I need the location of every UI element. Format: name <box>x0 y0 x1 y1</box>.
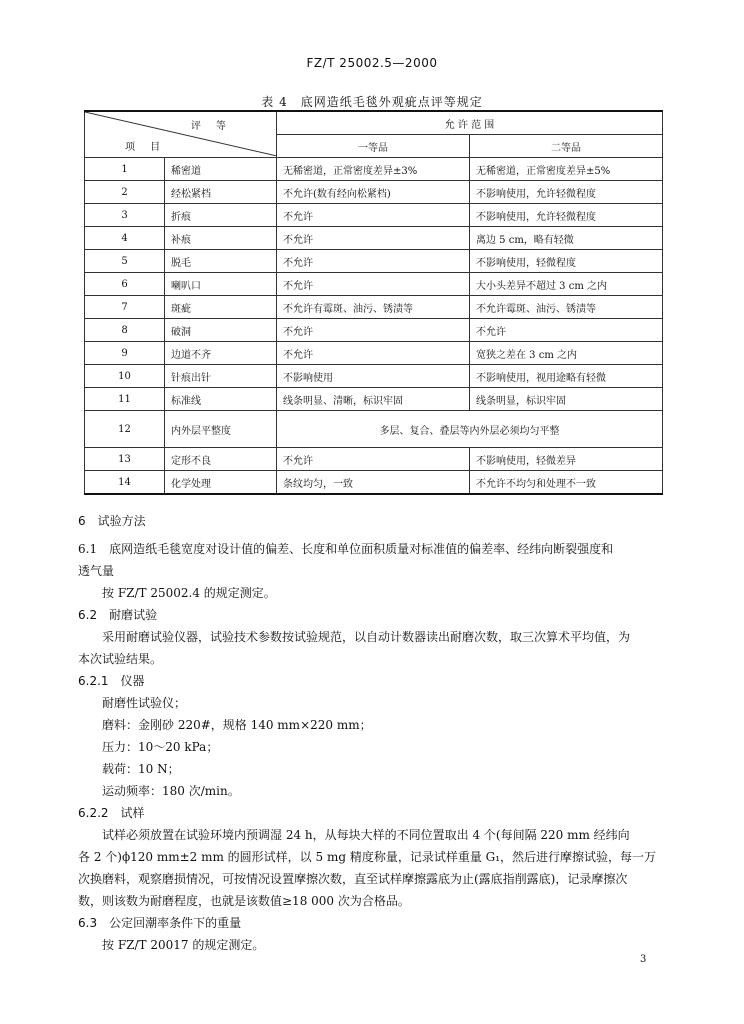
table-row <box>85 227 663 250</box>
row-grade2: 离边 5 cm，略有轻微 <box>470 227 663 250</box>
row-grade1: 不影响使用 <box>277 365 470 388</box>
sample-line1: 试样必须放置在试验环境内预调湿 24 h，从每块大样的不同位置取出 4 个(每间隔 220 mm 经纬向 <box>102 828 630 842</box>
table-row <box>85 342 663 365</box>
table-row <box>85 319 663 342</box>
row-grade2: 不影响使用，允许轻微程度 <box>470 204 663 227</box>
abrasive-line: 磨料：金刚砂 220#，规格 140 mm×220 mm； <box>102 718 372 732</box>
row-no: 11 <box>85 388 165 411</box>
row-item: 补痕 <box>165 227 277 250</box>
row-no: 14 <box>85 471 165 495</box>
table-row <box>85 411 663 448</box>
section-6-3-title: 6.3 公定回潮率条件下的重量 <box>78 916 242 930</box>
row-grade2: 不影响使用，视用途略有轻微 <box>470 365 663 388</box>
pressure-line: 压力：10～20 kPa； <box>102 740 219 754</box>
row-item: 内外层平整度 <box>165 411 277 448</box>
row-item: 破洞 <box>165 319 277 342</box>
row-grade2: 不允许不均匀和处理不一致 <box>470 471 663 495</box>
sample-line4: 数，则该数为耐磨程度，也就是该数值≥18 000 次为合格品。 <box>78 894 410 908</box>
table-row <box>85 365 663 388</box>
table-row <box>85 296 663 319</box>
row-grade2: 不允许 <box>470 319 663 342</box>
diagonal-line <box>85 112 277 156</box>
row-grade1: 不允许(数有经向松紧档) <box>277 181 470 204</box>
row-no: 10 <box>85 365 165 388</box>
sample-line3: 次换磨料，观察磨损情况，可按情况设置摩擦次数，直至试样摩擦露底为止(露底指削露底)，记录摩擦次 <box>78 872 628 886</box>
row-no: 3 <box>85 204 165 227</box>
row-grade2: 不影响使用，轻微差异 <box>470 448 663 471</box>
row-item: 定形不良 <box>165 448 277 471</box>
row-grade1: 无稀密道，正常密度差异±3% <box>277 158 470 181</box>
row-grade1: 不允许有霉斑、油污、锈渍等 <box>277 296 470 319</box>
row-grade1: 不允许 <box>277 204 470 227</box>
row-item: 脱毛 <box>165 250 277 273</box>
header-grade1: 一等品 <box>277 135 470 158</box>
row-no: 7 <box>85 296 165 319</box>
load-line: 载荷：10 N； <box>102 762 180 776</box>
table-header-row <box>85 111 663 135</box>
page-number: 3 <box>640 954 647 965</box>
table-row <box>85 158 663 181</box>
row-no: 4 <box>85 227 165 250</box>
table-row <box>85 250 663 273</box>
table-row <box>85 204 663 227</box>
row-grade2: 不允许霉斑、油污、锈渍等 <box>470 296 663 319</box>
section-6-1-title-line2: 透气量 <box>78 564 115 578</box>
header-allowed-range: 允 许 范 围 <box>277 111 663 135</box>
row-grade1: 线条明显、清晰，标识牢固 <box>277 388 470 411</box>
table-row <box>85 471 663 495</box>
row-item: 喇叭口 <box>165 273 277 296</box>
row-no: 12 <box>85 411 165 448</box>
row-item: 化学处理 <box>165 471 277 495</box>
grading-table <box>84 110 663 495</box>
section-6-title: 6 试验方法 <box>78 514 146 528</box>
header-item-label: 项 目 <box>125 142 167 153</box>
row-grade2: 线条明显，标识牢固 <box>470 388 663 411</box>
section-6-1-body: 按 FZ/T 25002.4 的规定测定。 <box>102 586 276 600</box>
section-6-1-title-line1: 6.1 底网造纸毛毯宽度对设计值的偏差、长度和单位面积质量对标准值的偏差率、经纬向断裂强度和 <box>78 542 614 556</box>
row-item: 稀密道 <box>165 158 277 181</box>
row-grade1: 不允许 <box>277 319 470 342</box>
row-grade2: 大小头差异不超过 3 cm 之内 <box>470 273 663 296</box>
table-row <box>85 181 663 204</box>
row-grade1: 不允许 <box>277 448 470 471</box>
row-item: 折痕 <box>165 204 277 227</box>
table-row <box>85 388 663 411</box>
section-6-2-body-line2: 本次试验结果。 <box>78 652 163 666</box>
row-item: 斑疵 <box>165 296 277 319</box>
row-grade1: 不允许 <box>277 227 470 250</box>
section-6-3-body: 按 FZ/T 20017 的规定测定。 <box>102 938 265 952</box>
section-6-2-1-title: 6.2.1 仪器 <box>78 674 145 688</box>
row-item: 经松紧档 <box>165 181 277 204</box>
table-row <box>85 273 663 296</box>
row-no: 13 <box>85 448 165 471</box>
row-no: 8 <box>85 319 165 342</box>
row-item: 边道不齐 <box>165 342 277 365</box>
table-caption: 表 4 底网造纸毛毯外观疵点评等规定 <box>261 95 483 109</box>
row-no: 5 <box>85 250 165 273</box>
section-6-2-body-line1: 采用耐磨试验仪器，试验技术参数按试验规范，以自动计数器读出耐磨次数，取三次算术平均值，为 <box>102 630 631 644</box>
row-no: 1 <box>85 158 165 181</box>
header-grade2: 二等品 <box>470 135 663 158</box>
row-grade1: 不允许 <box>277 342 470 365</box>
row-no: 6 <box>85 273 165 296</box>
section-6-2-title: 6.2 耐磨试验 <box>78 608 158 622</box>
row-grade2: 宽狭之差在 3 cm 之内 <box>470 342 663 365</box>
row-item: 针痕出针 <box>165 365 277 388</box>
section-6-2-2-title: 6.2.2 试样 <box>78 806 145 820</box>
section-6-body <box>78 510 666 956</box>
row-grade1: 不允许 <box>277 250 470 273</box>
document-header: FZ/T 25002.5—2000 <box>306 56 438 70</box>
row-grade2: 无稀密道，正常密度差异±5% <box>470 158 663 181</box>
row-no: 2 <box>85 181 165 204</box>
row-grade1: 条纹均匀，一致 <box>277 471 470 495</box>
row-grade2: 不影响使用，轻微程度 <box>470 250 663 273</box>
row-item: 标准线 <box>165 388 277 411</box>
row-merged-requirement: 多层、复合、叠层等内外层必须均匀平整 <box>277 411 663 448</box>
table-row <box>85 448 663 471</box>
row-grade2: 不影响使用，允许轻微程度 <box>470 181 663 204</box>
frequency-line: 运动频率：180 次/min。 <box>102 784 240 798</box>
diagonal-header-cell <box>85 111 277 158</box>
instrument-line: 耐磨性试验仪； <box>102 696 187 710</box>
sample-line2: 各 2 个)ϕ120 mm±2 mm 的圆形试样，以 5 mg 精度称量，记录试样重量 G₁，然后进行摩擦试验，每一万 <box>78 850 657 864</box>
row-no: 9 <box>85 342 165 365</box>
header-grade-label: 评 等 <box>190 121 232 132</box>
row-grade1: 不允许 <box>277 273 470 296</box>
